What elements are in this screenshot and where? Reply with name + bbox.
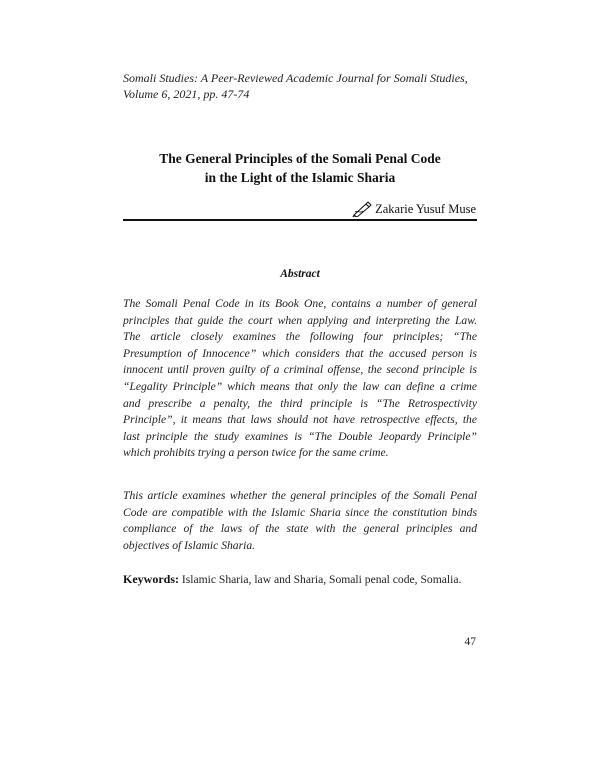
abstract-line: Presumption of Innocence” which considers that the accused person is (123, 346, 477, 360)
paper-title-line-1: The General Principles of the Somali Penal Code (159, 151, 441, 166)
journal-citation-line-1: Somali Studies: A Peer-Reviewed Academic Journal for Somali Studies, (123, 71, 468, 85)
abstract-paragraph-2 (123, 488, 477, 554)
abstract-paragraph-1 (123, 296, 477, 462)
author-byline (352, 201, 476, 217)
keywords-label: Keywords: (123, 572, 179, 586)
journal-citation-line-2: Volume 6, 2021, pp. 47-74 (123, 87, 250, 101)
abstract-line: Principle”, it means that laws should not have retrospective effects, the (123, 413, 477, 427)
abstract-line: principles that guide the court when applying and interpreting the Law. (123, 313, 477, 327)
author-name: Zakarie Yusuf Muse (375, 201, 476, 216)
keywords (123, 572, 483, 587)
title-divider (123, 219, 477, 221)
abstract-line: Code are compatible with the Islamic Sharia since the constitution binds (123, 505, 477, 519)
abstract-line: The article closely examines the following four principles; “The (123, 330, 477, 344)
abstract-line: objectives of Islamic Sharia. (123, 538, 256, 552)
abstract-line: innocent until proven guilty of a criminal offense, the second principle is (123, 363, 477, 377)
journal-citation (123, 70, 483, 102)
abstract-line: compliance of the laws of the state with the general principles and (123, 522, 477, 536)
abstract-line: last principle the study examines is “The Double Jeopardy Principle” (123, 429, 477, 443)
page-number: 47 (464, 636, 476, 648)
abstract-line: which prohibits trying a person twice for the same crime. (123, 446, 389, 460)
abstract-line: and prescribe a penalty, the third principle is “The Retrospectivity (123, 396, 477, 410)
keywords-text: Islamic Sharia, law and Sharia, Somali penal code, Somalia. (179, 573, 462, 586)
abstract-line: The Somali Penal Code in its Book One, contains a number of general (123, 297, 477, 310)
paper-title (123, 149, 477, 187)
abstract-line: “Legality Principle” which means that only the law can define a crime (123, 379, 477, 393)
pen-writing-icon (352, 201, 372, 217)
abstract-line: This article examines whether the general principles of the Somali Penal (123, 489, 477, 502)
abstract-heading: Abstract (280, 268, 320, 280)
paper-title-line-2: in the Light of the Islamic Sharia (204, 170, 396, 185)
